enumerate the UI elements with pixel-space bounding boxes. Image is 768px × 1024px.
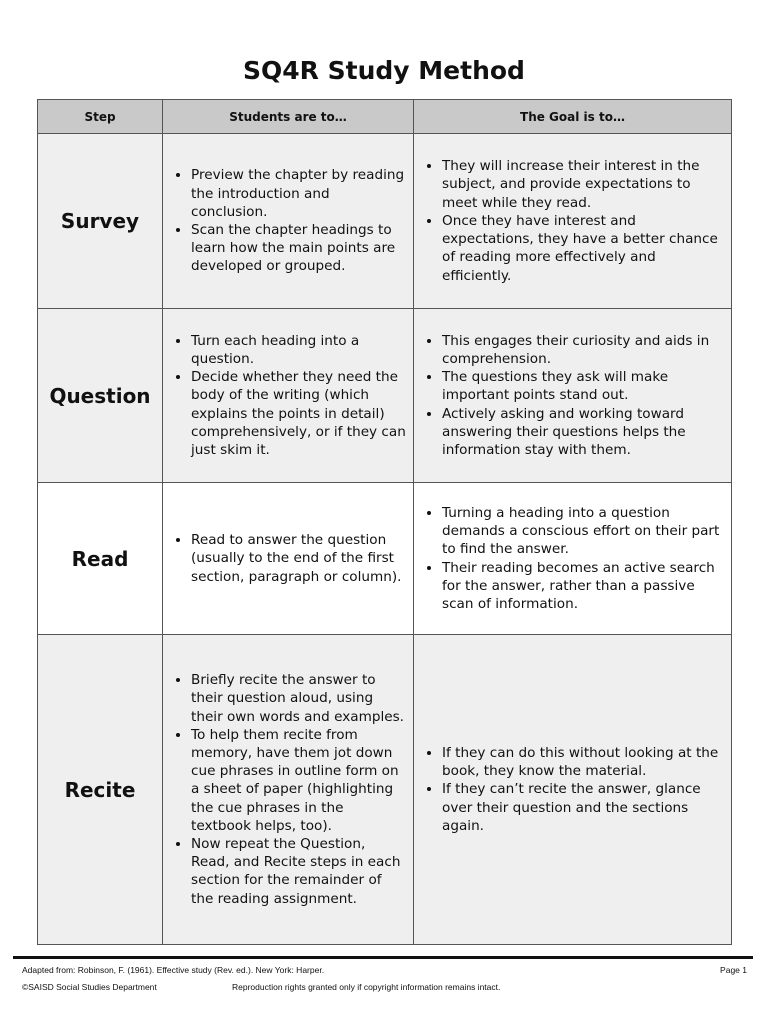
- list-item: • Scan the chapter headings to learn how the main points are developed or grouped.: [191, 221, 407, 276]
- list-item: • If they can’t recite the answer, glance over their question and the sections again.: [442, 780, 725, 835]
- list-item: • Now repeat the Question, Read, and Recite steps in each section for the remainder of the reading assignment.: [191, 835, 407, 908]
- goal-cell: [414, 635, 732, 945]
- step-read: Read: [38, 483, 163, 635]
- list-item: • To help them recite from memory, have them jot down cue phrases in outline form on a sheet of paper (highlighting the cue phrases in the textbook helps, too).: [191, 726, 407, 835]
- students-cell: [163, 309, 414, 483]
- table-row: [38, 635, 732, 945]
- header-goal: The Goal is to…: [414, 100, 732, 134]
- students-cell: [163, 635, 414, 945]
- list-item: • Turn each heading into a question.: [191, 332, 407, 368]
- list-item: • Turning a heading into a question demands a conscious effort on their part to find the answer.: [442, 504, 725, 559]
- step-question: Question: [38, 309, 163, 483]
- goal-cell: [414, 309, 732, 483]
- goal-cell: [414, 483, 732, 635]
- step-survey: Survey: [38, 134, 163, 309]
- list-item: • Briefly recite the answer to their question aloud, using their own words and examples.: [191, 671, 407, 726]
- list-item: • Read to answer the question (usually to the end of the first section, paragraph or column).: [191, 531, 407, 586]
- footer-page-number: Page 1: [720, 965, 747, 975]
- list-item: • Actively asking and working toward answering their questions helps the information stay with them.: [442, 405, 725, 460]
- students-cell: [163, 483, 414, 635]
- students-cell: [163, 134, 414, 309]
- list-item: • Once they have interest and expectations, they have a better chance of reading more effectively and efficiently.: [442, 212, 725, 285]
- table-row: [38, 134, 732, 309]
- list-item: • They will increase their interest in the subject, and provide expectations to meet while they read.: [442, 157, 725, 212]
- table-header-row: [38, 100, 732, 134]
- list-item: • Decide whether they need the body of the writing (which explains the points in detail) comprehensively, or if they can just skim it.: [191, 368, 407, 459]
- footer-citation: Adapted from: Robinson, F. (1961). Effective study (Rev. ed.). New York: Harper.: [22, 965, 325, 975]
- footer-rights: Reproduction rights granted only if copyright information remains intact.: [232, 982, 501, 992]
- table-row: [38, 309, 732, 483]
- list-item: • If they can do this without looking at the book, they know the material.: [442, 744, 725, 780]
- footer-divider: [13, 956, 753, 959]
- footer-copyright: ©SAISD Social Studies Department: [22, 982, 157, 992]
- list-item: • This engages their curiosity and aids in comprehension.: [442, 332, 725, 368]
- page-title: SQ4R Study Method: [243, 56, 525, 85]
- goal-cell: [414, 134, 732, 309]
- header-step: Step: [38, 100, 163, 134]
- list-item: • Their reading becomes an active search for the answer, rather than a passive scan of information.: [442, 559, 725, 614]
- list-item: • The questions they ask will make important points stand out.: [442, 368, 725, 404]
- header-students: Students are to…: [163, 100, 414, 134]
- table-row: [38, 483, 732, 635]
- step-recite: Recite: [38, 635, 163, 945]
- sq4r-table: [37, 99, 732, 945]
- list-item: • Preview the chapter by reading the introduction and conclusion.: [191, 166, 407, 221]
